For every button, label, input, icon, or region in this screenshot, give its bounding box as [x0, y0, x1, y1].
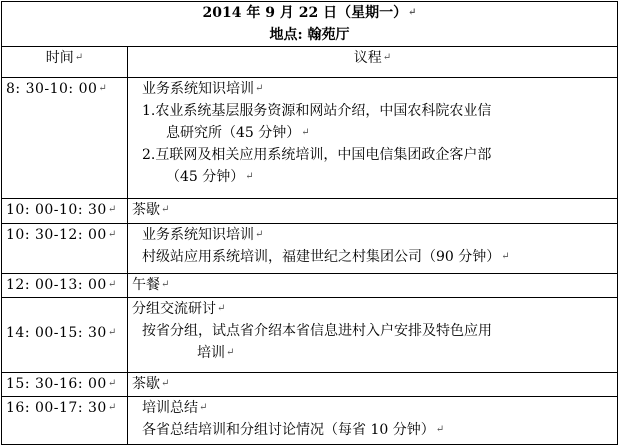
agenda-item: 村级站应用系统培训，福建世纪之村集团公司（90 分钟）↵: [142, 249, 510, 265]
time-cell: 10: 30-12: 00↵: [2, 224, 128, 274]
time-cell: 14: 00-15: 30↵: [2, 298, 128, 373]
table-row: [2, 373, 618, 397]
agenda-item: 按省分组，试点省介绍本省信息进村入户安排及特色应用: [142, 323, 492, 339]
agenda-cell: [128, 298, 618, 373]
time-column-header: 时间↵: [2, 47, 128, 78]
time-cell: 12: 00-13: 00↵: [2, 274, 128, 298]
table-row: [2, 298, 618, 373]
column-header-row: [2, 47, 618, 78]
agenda-item: 各省总结培训和分组讨论情况（每省 10 分钟）↵: [142, 422, 445, 438]
agenda-cell: [128, 78, 618, 199]
table-row: [2, 78, 618, 199]
agenda-cell: [128, 397, 618, 445]
table-row: [2, 397, 618, 445]
agenda-column-header: 议程↵: [128, 47, 618, 78]
table-row: [2, 224, 618, 274]
agenda-item: 1.农业系统基层服务资源和网站介绍，中国农科院农业信: [142, 103, 492, 119]
title-row: [2, 2, 618, 47]
agenda-table: [1, 1, 618, 445]
agenda-cell: [128, 224, 618, 274]
time-cell: 16: 00-17: 30↵: [2, 397, 128, 445]
agenda-cell: 午餐↵: [128, 274, 618, 298]
time-cell: 8: 30-10: 00↵: [2, 78, 128, 199]
agenda-item-continued: 培训↵: [197, 345, 235, 361]
title-cell: [2, 2, 618, 47]
session-title: 业务系统知识培训↵: [142, 227, 264, 243]
table-row: [2, 199, 618, 224]
venue-line: 地点: 翰苑厅: [269, 27, 350, 43]
session-title: 培训总结↵: [142, 400, 208, 416]
agenda-item: 2.互联网及相关应用系统培训，中国电信集团政企客户部: [142, 147, 492, 163]
session-title: 业务系统知识培训↵: [142, 81, 264, 97]
session-title: 分组交流研讨↵: [132, 301, 226, 317]
time-cell: 15: 30-16: 00↵: [2, 373, 128, 397]
date-line: 2014 年 9 月 22 日（星期一）↵: [202, 5, 417, 21]
table-row: [2, 274, 618, 298]
time-cell: 10: 00-10: 30↵: [2, 199, 128, 224]
agenda-cell: 茶歇↵: [128, 373, 618, 397]
agenda-item-continued: 息研究所（45 分钟）↵: [166, 125, 310, 141]
agenda-cell: 茶歇↵: [128, 199, 618, 224]
agenda-item-continued: （45 分钟）↵: [166, 169, 254, 185]
